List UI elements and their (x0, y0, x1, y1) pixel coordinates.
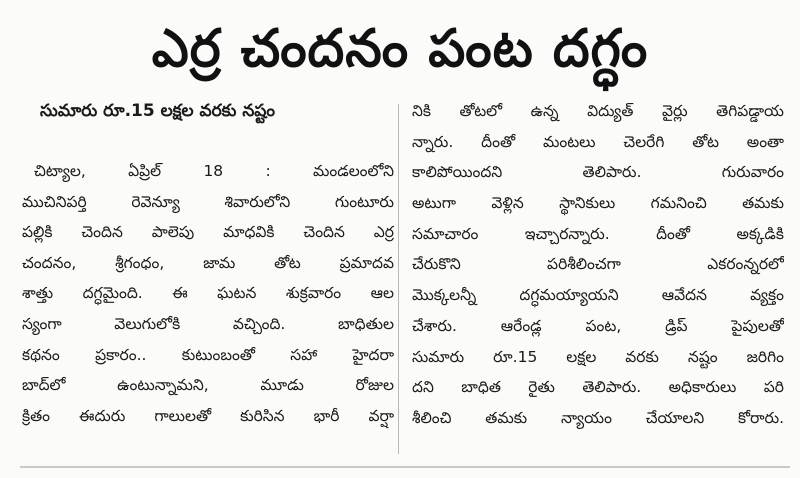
body-line: అటుగా వెళ్లిన స్థానికులు గమనించి తమకు (412, 194, 784, 213)
column-divider (398, 104, 399, 454)
body-line: పల్లికి చెందిన పాలెపు మాధవికి చెందిన ఎర్ర (22, 223, 394, 242)
body-line: బాద్‌లో ఉంటున్నామని, మూడు రోజుల (22, 376, 394, 395)
bottom-rule (20, 466, 790, 468)
article-headline: ఎర్ర చందనం పంట దగ్ధం (151, 19, 649, 79)
body-line: చిట్యాల, ఏప్రిల్ 18 : మండలంలోని (34, 162, 394, 180)
body-line: కథనం ప్రకారం.. కుటుంబంతో సహా హైదరా (22, 345, 394, 364)
body-line: చేరుకొని పరిశీలించగా ఎకరంన్నరలో (412, 255, 784, 274)
body-line: న్నారు. దీంతో మంటలు చెలరేగి తోట అంతా (412, 132, 784, 151)
body-line: మొక్కలన్నీ దగ్ధమయ్యాయని ఆవేదన వ్యక్తం (412, 286, 784, 305)
body-line: చందనం, శ్రీగంధం, జామ తోట ప్రమాదవ (22, 253, 394, 272)
article-column-right (412, 96, 784, 434)
body-line: శీలించి తమకు న్యాయం చేయాలని కోరారు. (412, 408, 784, 427)
body-line: నికి తోటలో ఉన్న విద్యుత్ వైర్లు తెగిపడ్డాయ (412, 102, 784, 120)
article-subheading: సుమారు రూ.15 లక్షల వరకు నష్టం (40, 101, 276, 121)
body-line: సమాచారం ఇచ్చారన్నారు. దీంతో అక్కడికి (412, 224, 784, 243)
body-line: ముచినిపర్తి రెవెన్యూ శివారులోని గుంటూరు (22, 192, 394, 211)
body-line: క్రితం ఈదురు గాలులతో కురిసిన భారీ వర్షా (22, 406, 394, 425)
body-line: కాలిపోయిందని తెలిపారు. గురువారం (412, 163, 784, 182)
article-column-left (22, 96, 394, 431)
body-line: దని బాధిత రైతు తెలిపారు. అధికారులు పరి (412, 378, 784, 397)
body-line: చేశారు. ఆరేండ్ల పంట, డ్రిప్ పైపులతో (412, 316, 784, 335)
body-line: శాత్తు దగ్ధమైంది. ఈ ఘటన శుక్రవారం ఆల (22, 284, 394, 303)
body-line: సుమారు రూ.15 లక్షల వరకు నష్టం జరిగిం (412, 347, 784, 366)
body-line: స్యంగా వెలుగులోకి వచ్చింది. బాధితుల (22, 314, 394, 333)
